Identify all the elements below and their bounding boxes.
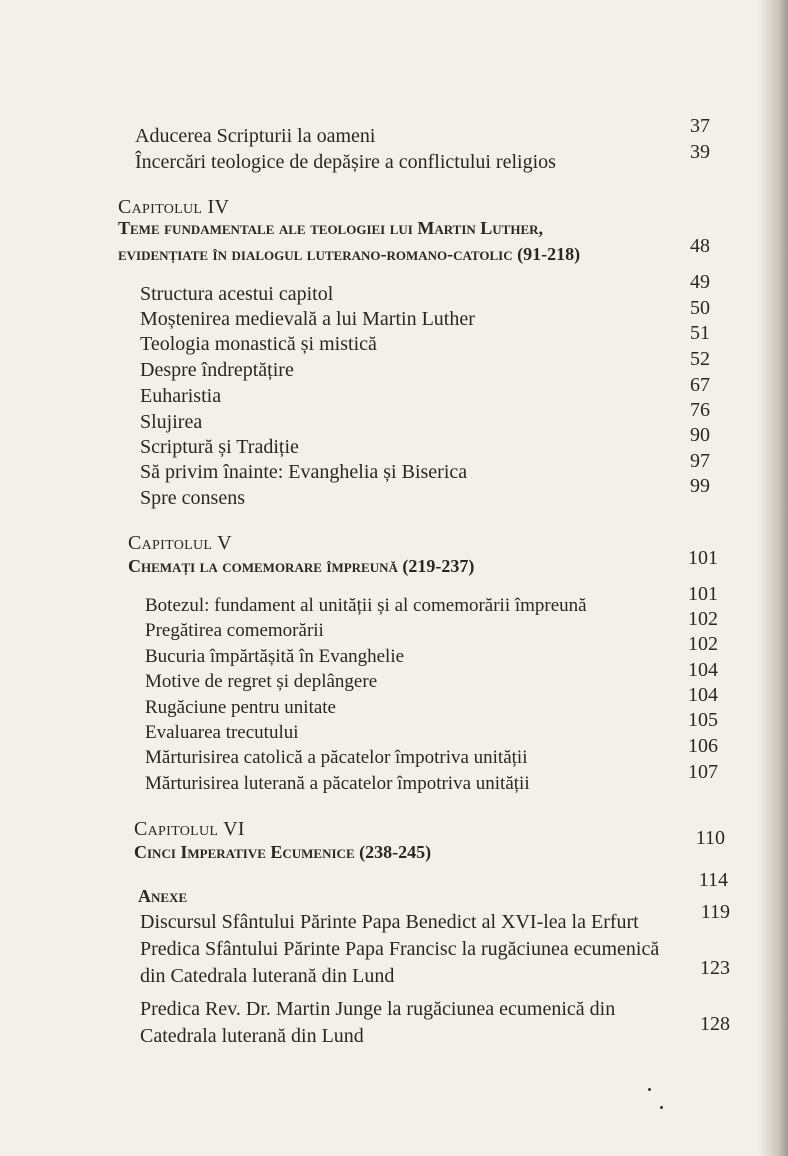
page-number: 48 (690, 235, 710, 257)
page-number: 37 (690, 115, 710, 137)
toc-entry: Scriptură și Tradiție (140, 436, 299, 458)
toc-entry: Motive de regret și deplângere (145, 671, 378, 692)
page-number: 106 (688, 735, 718, 757)
page-number: 107 (688, 761, 718, 783)
toc-entry: Rugăciune pentru unitate (145, 697, 336, 718)
page-number: 50 (690, 297, 710, 319)
page-number: 49 (690, 271, 710, 293)
page-number: 114 (698, 869, 728, 891)
toc-entry: Să privim înainte: Evanghelia și Biserica (140, 461, 468, 483)
chapter-title: evidențiate în dialogul luterano-romano-catolic (91-218) (118, 244, 581, 264)
toc-entry: Euharistia (140, 385, 222, 407)
page-number: 105 (688, 709, 718, 731)
page-number: 76 (690, 399, 710, 421)
dust-speck (660, 1106, 663, 1109)
page-number: 110 (695, 827, 725, 849)
toc-entry: Despre îndreptățire (140, 359, 294, 381)
chapter-title: Teme fundamentale ale teologiei lui Martin Luther, (118, 218, 544, 238)
page-number: 104 (688, 659, 718, 681)
page-number: 102 (688, 608, 718, 630)
toc-entry: Mărturisirea catolică a păcatelor împotriva unității (145, 747, 528, 768)
page-number: 90 (690, 424, 710, 446)
page-number: 51 (690, 322, 710, 344)
toc-entry: Bucuria împărtășită în Evanghelie (145, 646, 405, 667)
toc-entry: Pregătirea comemorării (145, 620, 324, 641)
annex-title: Anexe (138, 886, 188, 906)
page-number: 97 (690, 450, 710, 472)
page-edge-shadow (758, 0, 788, 1156)
page-number: 104 (688, 684, 718, 706)
toc-entry: Evaluarea trecutului (145, 722, 299, 743)
page-number: 52 (690, 348, 710, 370)
toc-entry: Încercări teologice de depășire a conflictului religios (135, 151, 556, 173)
toc-entry: Aducerea Scripturii la oameni (135, 125, 376, 147)
toc-entry: Predica Sfântului Părinte Papa Francisc la rugăciunea ecumenică din Catedrala luterană din Lund (140, 938, 660, 987)
chapter-title: Chemați la comemorare împreună (219-237) (128, 556, 475, 576)
toc-entry: Slujirea (140, 411, 203, 433)
toc-entry: Spre consens (140, 487, 245, 509)
page-number: 101 (688, 583, 718, 605)
page-number: 67 (690, 374, 710, 396)
page-number: 101 (688, 547, 718, 569)
toc-entry: Botezul: fundament al unității și al comemorării împreună (145, 595, 587, 616)
toc-entry: Predica Rev. Dr. Martin Junge la rugăciunea ecumenică din Catedrala luterană din Lund (140, 998, 616, 1047)
page-number: 102 (688, 633, 718, 655)
toc-entry: Discursul Sfântului Părinte Papa Benedict al XVI-lea la Erfurt (140, 911, 639, 933)
page-number: 123 (700, 957, 730, 979)
toc-entry: Moștenirea medievală a lui Martin Luther (140, 308, 475, 330)
chapter-label: Capitolul VI (134, 818, 245, 840)
chapter-title: Cinci Imperative Ecumenice (238-245) (134, 842, 432, 862)
toc-entry: Mărturisirea luterană a păcatelor împotriva unității (145, 773, 530, 794)
toc-entry: Teologia monastică și mistică (140, 333, 377, 355)
page-number: 99 (690, 475, 710, 497)
page-number: 119 (700, 901, 730, 923)
page-number: 128 (700, 1013, 730, 1035)
chapter-label: Capitolul IV (118, 196, 230, 218)
page-number: 39 (690, 141, 710, 163)
chapter-label: Capitolul V (128, 532, 232, 554)
toc-entry: Structura acestui capitol (140, 283, 334, 305)
dust-speck (648, 1088, 651, 1091)
